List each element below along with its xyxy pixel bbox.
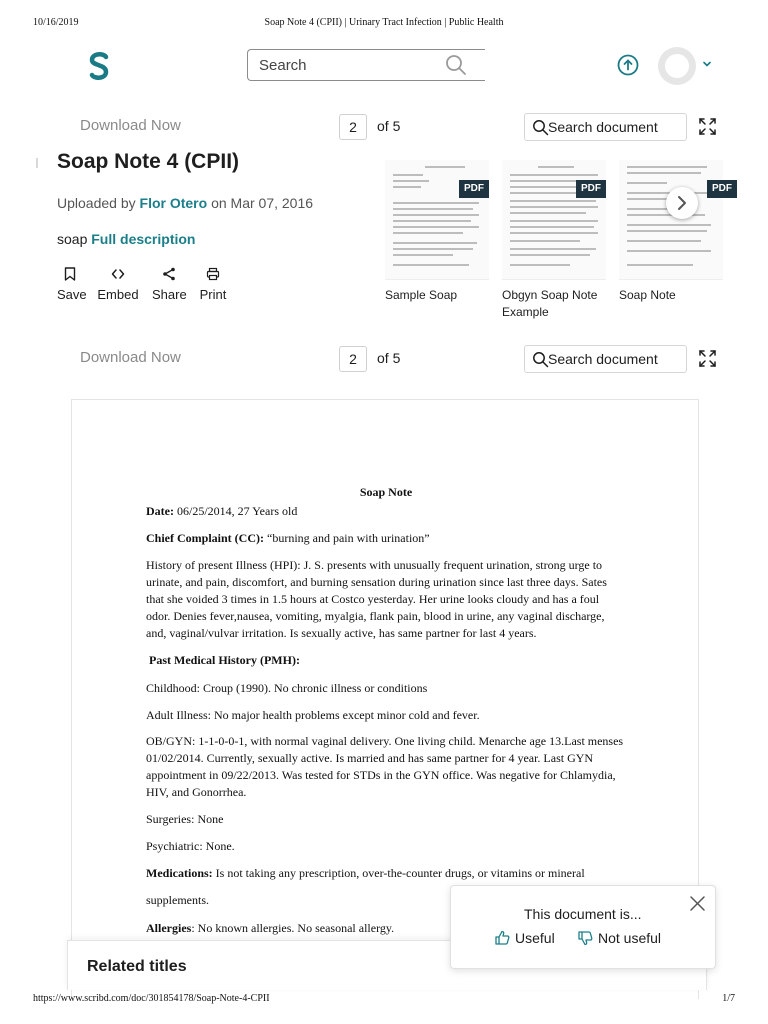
print-url: https://www.scribd.com/doc/301854178/Soap-Note-4-CPII — [33, 993, 270, 1004]
save-label: Save — [57, 287, 87, 302]
fullscreen-icon[interactable] — [699, 118, 716, 135]
document-toolbar-bottom — [0, 343, 768, 377]
search-document-label: Search document — [548, 351, 658, 367]
related-card-soap-note[interactable] — [619, 160, 732, 304]
print-date: 10/16/2019 — [33, 17, 79, 28]
document-thumbnail — [619, 160, 732, 280]
print-header — [0, 17, 768, 31]
document-thumbnail — [502, 160, 606, 280]
date-label: Date: — [146, 504, 174, 518]
fullscreen-icon[interactable] — [699, 350, 716, 367]
download-now-button[interactable]: Download Now — [80, 117, 181, 134]
feedback-question: This document is... — [524, 906, 642, 922]
medications-continued: supplements. — [146, 893, 209, 907]
avatar-icon[interactable] — [657, 46, 697, 86]
download-now-button[interactable]: Download Now — [80, 349, 181, 366]
bookmark-icon — [64, 267, 76, 281]
related-caption: Sample Soap — [385, 288, 458, 302]
author-link[interactable]: Flor Otero — [139, 195, 208, 211]
uploaded-prefix: Uploaded by — [57, 195, 136, 211]
surgeries-line: Surgeries: None — [146, 812, 224, 826]
adult-illness-line: Adult Illness: No major health problems except minor cold and fever. — [146, 708, 480, 722]
chevron-right-icon — [675, 195, 689, 211]
search-document-button[interactable] — [524, 345, 687, 373]
childhood-line: Childhood: Croup (1990). No chronic illness or conditions — [146, 681, 428, 695]
code-icon — [111, 267, 125, 281]
page-total: of 5 — [377, 350, 401, 366]
upload-icon[interactable] — [617, 54, 639, 76]
top-bar — [0, 40, 768, 96]
pdf-badge: PDF — [707, 180, 737, 198]
medications-value: Is not taking any prescription, over-the-counter drugs, or vitamins or mineral — [212, 866, 585, 880]
close-icon[interactable] — [689, 895, 706, 912]
divider — [36, 158, 38, 168]
share-label: Share — [152, 287, 187, 302]
psychiatric-line: Psychiatric: None. — [146, 839, 235, 853]
pdf-badge: PDF — [459, 180, 489, 198]
page-number-input[interactable]: 2 — [339, 346, 367, 372]
document-title: Soap Note 4 (CPII) — [57, 150, 240, 173]
search-icon[interactable] — [444, 53, 468, 77]
uploaded-date: on Mar 07, 2016 — [211, 195, 314, 211]
document-tag: soap — [57, 231, 88, 247]
hpi-paragraph: History of present Illness (HPI): J. S. presents with unusually frequent urination, strong urge to urinate, and pain, discomfort, and burning sensation during urination since last three days. Sates that she voided 3 times in 1.5 hours at Costco yesterday. Her urine looks cloudy and has a foul odor. Denies fever,nausea, vomiting, myalgia, flank pain, blood in urine, any vaginal discharge, and, vaginal/vulvar irritation. Is sexually active, has same partner for last 4 years. — [146, 558, 607, 640]
print-footer — [0, 993, 768, 1007]
search-field — [247, 49, 485, 81]
related-caption: Soap Note — [619, 288, 676, 302]
share-button[interactable] — [152, 267, 186, 302]
useful-button[interactable] — [494, 930, 555, 946]
related-titles-heading: Related titles — [87, 958, 187, 975]
search-document-button[interactable] — [524, 113, 687, 141]
print-page-number: 1/7 — [722, 993, 735, 1004]
document-toolbar-top — [0, 111, 768, 145]
allergies-label: Allergies — [146, 921, 192, 935]
medications-label: Medications: — [146, 866, 213, 880]
print-button[interactable] — [199, 267, 227, 302]
scribd-logo-icon[interactable] — [84, 50, 114, 82]
share-icon — [162, 267, 176, 281]
related-caption: Obgyn Soap Note Example — [502, 288, 598, 319]
cc-value: “burning and pain with urination” — [264, 531, 430, 545]
not-useful-button[interactable] — [577, 930, 661, 946]
allergies-value: : No known allergies. No seasonal allergy. — [191, 921, 395, 935]
not-useful-label: Not useful — [598, 930, 662, 946]
pmh-heading — [149, 652, 627, 669]
print-label: Print — [199, 287, 227, 302]
related-card-sample-soap[interactable] — [385, 160, 489, 304]
search-input[interactable] — [248, 50, 438, 80]
date-value: 06/25/2014, 27 Years old — [173, 504, 298, 518]
thumbs-up-icon — [494, 930, 510, 946]
useful-label: Useful — [515, 930, 555, 946]
embed-label: Embed — [97, 287, 139, 302]
cc-label: Chief Complaint (CC): — [146, 531, 264, 545]
printer-icon — [206, 267, 220, 281]
document-thumbnail — [385, 160, 489, 280]
search-document-label: Search document — [548, 119, 658, 135]
search-icon — [532, 351, 549, 368]
embed-button[interactable] — [97, 267, 139, 302]
chevron-down-icon[interactable] — [701, 58, 713, 70]
uploaded-info — [57, 195, 313, 211]
medications-line — [146, 865, 624, 882]
date-line — [146, 503, 624, 520]
related-card-obgyn-soap-note[interactable] — [502, 160, 606, 321]
pdf-badge: PDF — [576, 180, 606, 198]
pmh-label: Past Medical History (PMH): — [149, 653, 300, 667]
feedback-popup — [450, 885, 716, 969]
print-title: Soap Note 4 (CPII) | Urinary Tract Infection | Public Health — [264, 17, 504, 28]
search-icon — [532, 119, 549, 136]
carousel-next-button[interactable] — [666, 187, 698, 219]
page-heading: Soap Note — [359, 485, 413, 499]
chief-complaint — [146, 530, 624, 547]
page-total: of 5 — [377, 118, 401, 134]
obgyn-paragraph: OB/GYN: 1-1-0-0-1, with normal vaginal delivery. One living child. Menarche age 13.Last menses 01/02/2014. Currently, sexually active. Is married and has same partner for 4 year. Last GYN appointment in 09/22/2013. Was tested for STDs in the GYN office. Was negative for Chlamydia, HIV, and Gonorrhea. — [146, 734, 624, 799]
full-description-link[interactable]: Full description — [91, 231, 196, 247]
save-button[interactable] — [57, 267, 87, 302]
page-number-input[interactable]: 2 — [339, 114, 367, 140]
description-line — [57, 231, 195, 247]
thumbs-down-icon — [577, 930, 593, 946]
